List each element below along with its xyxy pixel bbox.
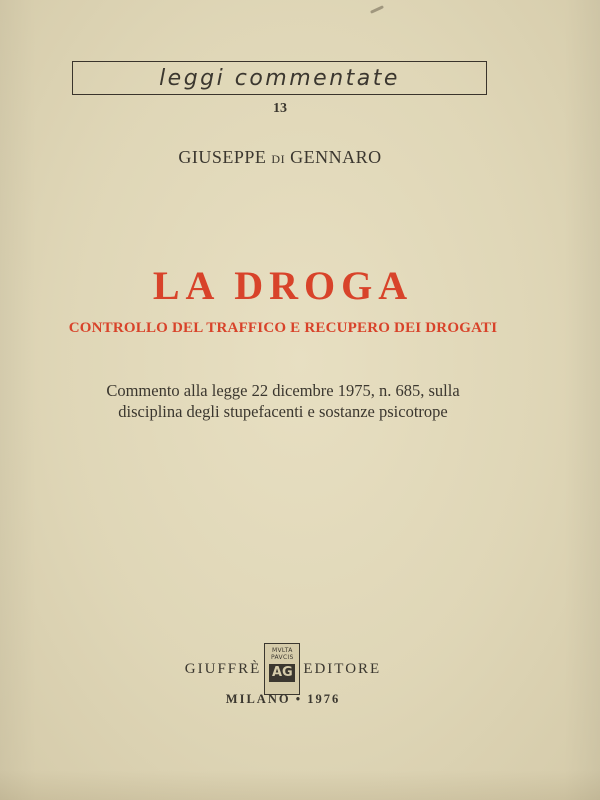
description-line: disciplina degli stupefacenti e sostanze psicotrope	[118, 402, 448, 421]
book-description	[0, 380, 566, 422]
author-last-name: GENNARO	[290, 147, 382, 167]
publisher-logo	[264, 643, 300, 695]
book-title: LA DROGA	[152, 263, 414, 308]
publisher-row	[0, 643, 566, 695]
logo-motto-line: MVLTA	[272, 647, 293, 654]
paper-mark	[370, 5, 384, 14]
author-name	[0, 147, 560, 168]
description-line: Commento alla legge 22 dicembre 1975, n. 685, sulla	[106, 381, 460, 400]
logo-initials: AG	[269, 664, 295, 682]
series-box	[72, 61, 487, 95]
imprint: MILANO • 1976	[225, 692, 341, 706]
publisher-name-left: GIUFFRÈ	[184, 660, 262, 677]
author-particle: DI	[271, 152, 286, 166]
book-subtitle: CONTROLLO DEL TRAFFICO E RECUPERO DEI DROGATI	[68, 320, 498, 336]
author-first-name: GIUSEPPE	[178, 147, 267, 167]
logo-motto-line: PAVCIS	[270, 654, 294, 661]
publisher-name-right: EDITORE	[303, 660, 382, 677]
series-number: 13	[273, 101, 287, 116]
series-title: leggi commentate	[159, 65, 400, 91]
